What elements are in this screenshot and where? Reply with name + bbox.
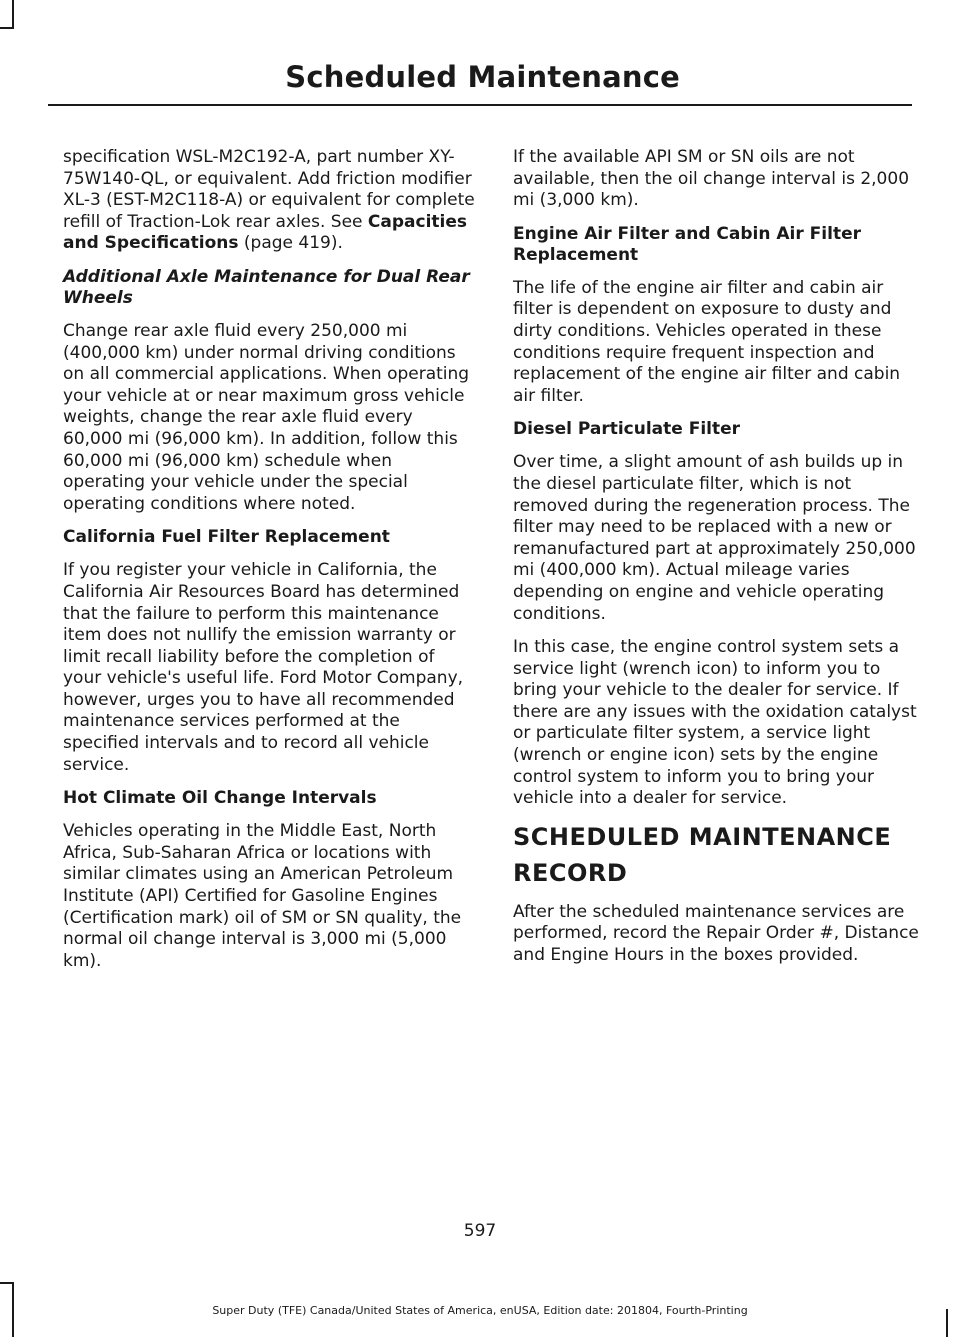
maintenance-record-heading-line-1: SCHEDULED MAINTENANCE bbox=[513, 822, 892, 851]
axle-maintenance-paragraph: Change rear axle fluid every 250,000 mi (400,000 km) under normal driving conditions on all commercial applications. When operating your vehicle at or near maximum gross vehicle weights, change the rear axle fluid every 60,000 mi (96,000 km). In addition, follow this 60,000 mi (96,000 km) schedule when operating your vehicle under the special operating conditions where noted. bbox=[63, 320, 470, 514]
axle-spec-paragraph bbox=[63, 147, 475, 255]
air-filter-paragraph: The life of the engine air filter and cabin air filter is dependent on exposure to dusty and dirty conditions. Vehicles operated in these conditions require frequent inspection and replacement of the engine air filter and cabin air filter. bbox=[513, 277, 901, 406]
axle-spec-text: specification WSL-M2C192-A, part number XY-75W140-QL, or equivalent. Add friction modifier XL-3 (EST-M2C118-A) or equivalent for complete refill of Traction-Lok rear axles. See bbox=[63, 147, 475, 232]
crop-mark-top-left-horizontal bbox=[0, 27, 14, 29]
crop-mark-top-left-vertical bbox=[12, 0, 14, 28]
dpf-heading: Diesel Particulate Filter bbox=[513, 419, 741, 440]
capacities-link[interactable]: Capacities and Specifications bbox=[63, 211, 468, 254]
right-column bbox=[513, 147, 925, 979]
maintenance-record-heading bbox=[513, 822, 925, 888]
fuel-filter-paragraph: If you register your vehicle in California, the California Air Resources Board has determined that the failure to perform this maintenance item does not nullify the emission warranty or limit recall liability before the completion of your vehicle's useful life. Ford Motor Company, however, urges you to have all recommended maintenance services performed at the specified intervals and to record all vehicle service. bbox=[63, 560, 464, 775]
dpf-paragraph-1: Over time, a slight amount of ash builds up in the diesel particulate filter, which is not removed during the regeneration process. The filter may need to be replaced with a new or remanufactured part at approximately 250,000 mi (400,000 km). Actual mileage varies depending on engine and vehicle operating conditions. bbox=[513, 452, 916, 624]
dpf-paragraph-2: In this case, the engine control system sets a service light (wrench icon) to inform you to bring your vehicle to the dealer for service. If there are any issues with the oxidation catalyst or particulate filter system, a service light (wrench or engine icon) sets by the engine control system to inform you to bring your vehicle into a dealer for service. bbox=[513, 637, 917, 809]
edition-footer: Super Duty (TFE) Canada/United States of America, enUSA, Edition date: 201804, Fourth-Printing bbox=[212, 1304, 748, 1317]
maintenance-record-heading-line-2: RECORD bbox=[513, 858, 628, 887]
axle-maintenance-heading: Additional Axle Maintenance for Dual Rear Wheels bbox=[63, 266, 470, 308]
maintenance-record-paragraph: After the scheduled maintenance services are performed, record the Repair Order #, Distance and Engine Hours in the boxes provided. bbox=[513, 901, 919, 966]
oil-interval-paragraph: If the available API SM or SN oils are not available, then the oil change interval is 2,000 mi (3,000 km). bbox=[513, 147, 910, 211]
page-number: 597 bbox=[463, 1221, 497, 1241]
hot-climate-paragraph: Vehicles operating in the Middle East, North Africa, Sub-Saharan Africa or locations with similar climates using an American Petroleum Institute (API) Certified for Gasoline Engines (Certification mark) oil of SM or SN quality, the normal oil change interval is 3,000 mi (5,000 km). bbox=[63, 821, 462, 971]
hot-climate-heading: Hot Climate Oil Change Intervals bbox=[63, 788, 377, 809]
left-column bbox=[63, 147, 475, 984]
air-filter-heading: Engine Air Filter and Cabin Air Filter Replacement bbox=[513, 223, 861, 265]
page-reference: (page 419). bbox=[238, 233, 343, 254]
crop-mark-bottom-left-horizontal bbox=[0, 1282, 14, 1284]
page-title: Scheduled Maintenance bbox=[285, 60, 680, 94]
header-divider bbox=[48, 104, 912, 106]
fuel-filter-heading: California Fuel Filter Replacement bbox=[63, 527, 390, 548]
